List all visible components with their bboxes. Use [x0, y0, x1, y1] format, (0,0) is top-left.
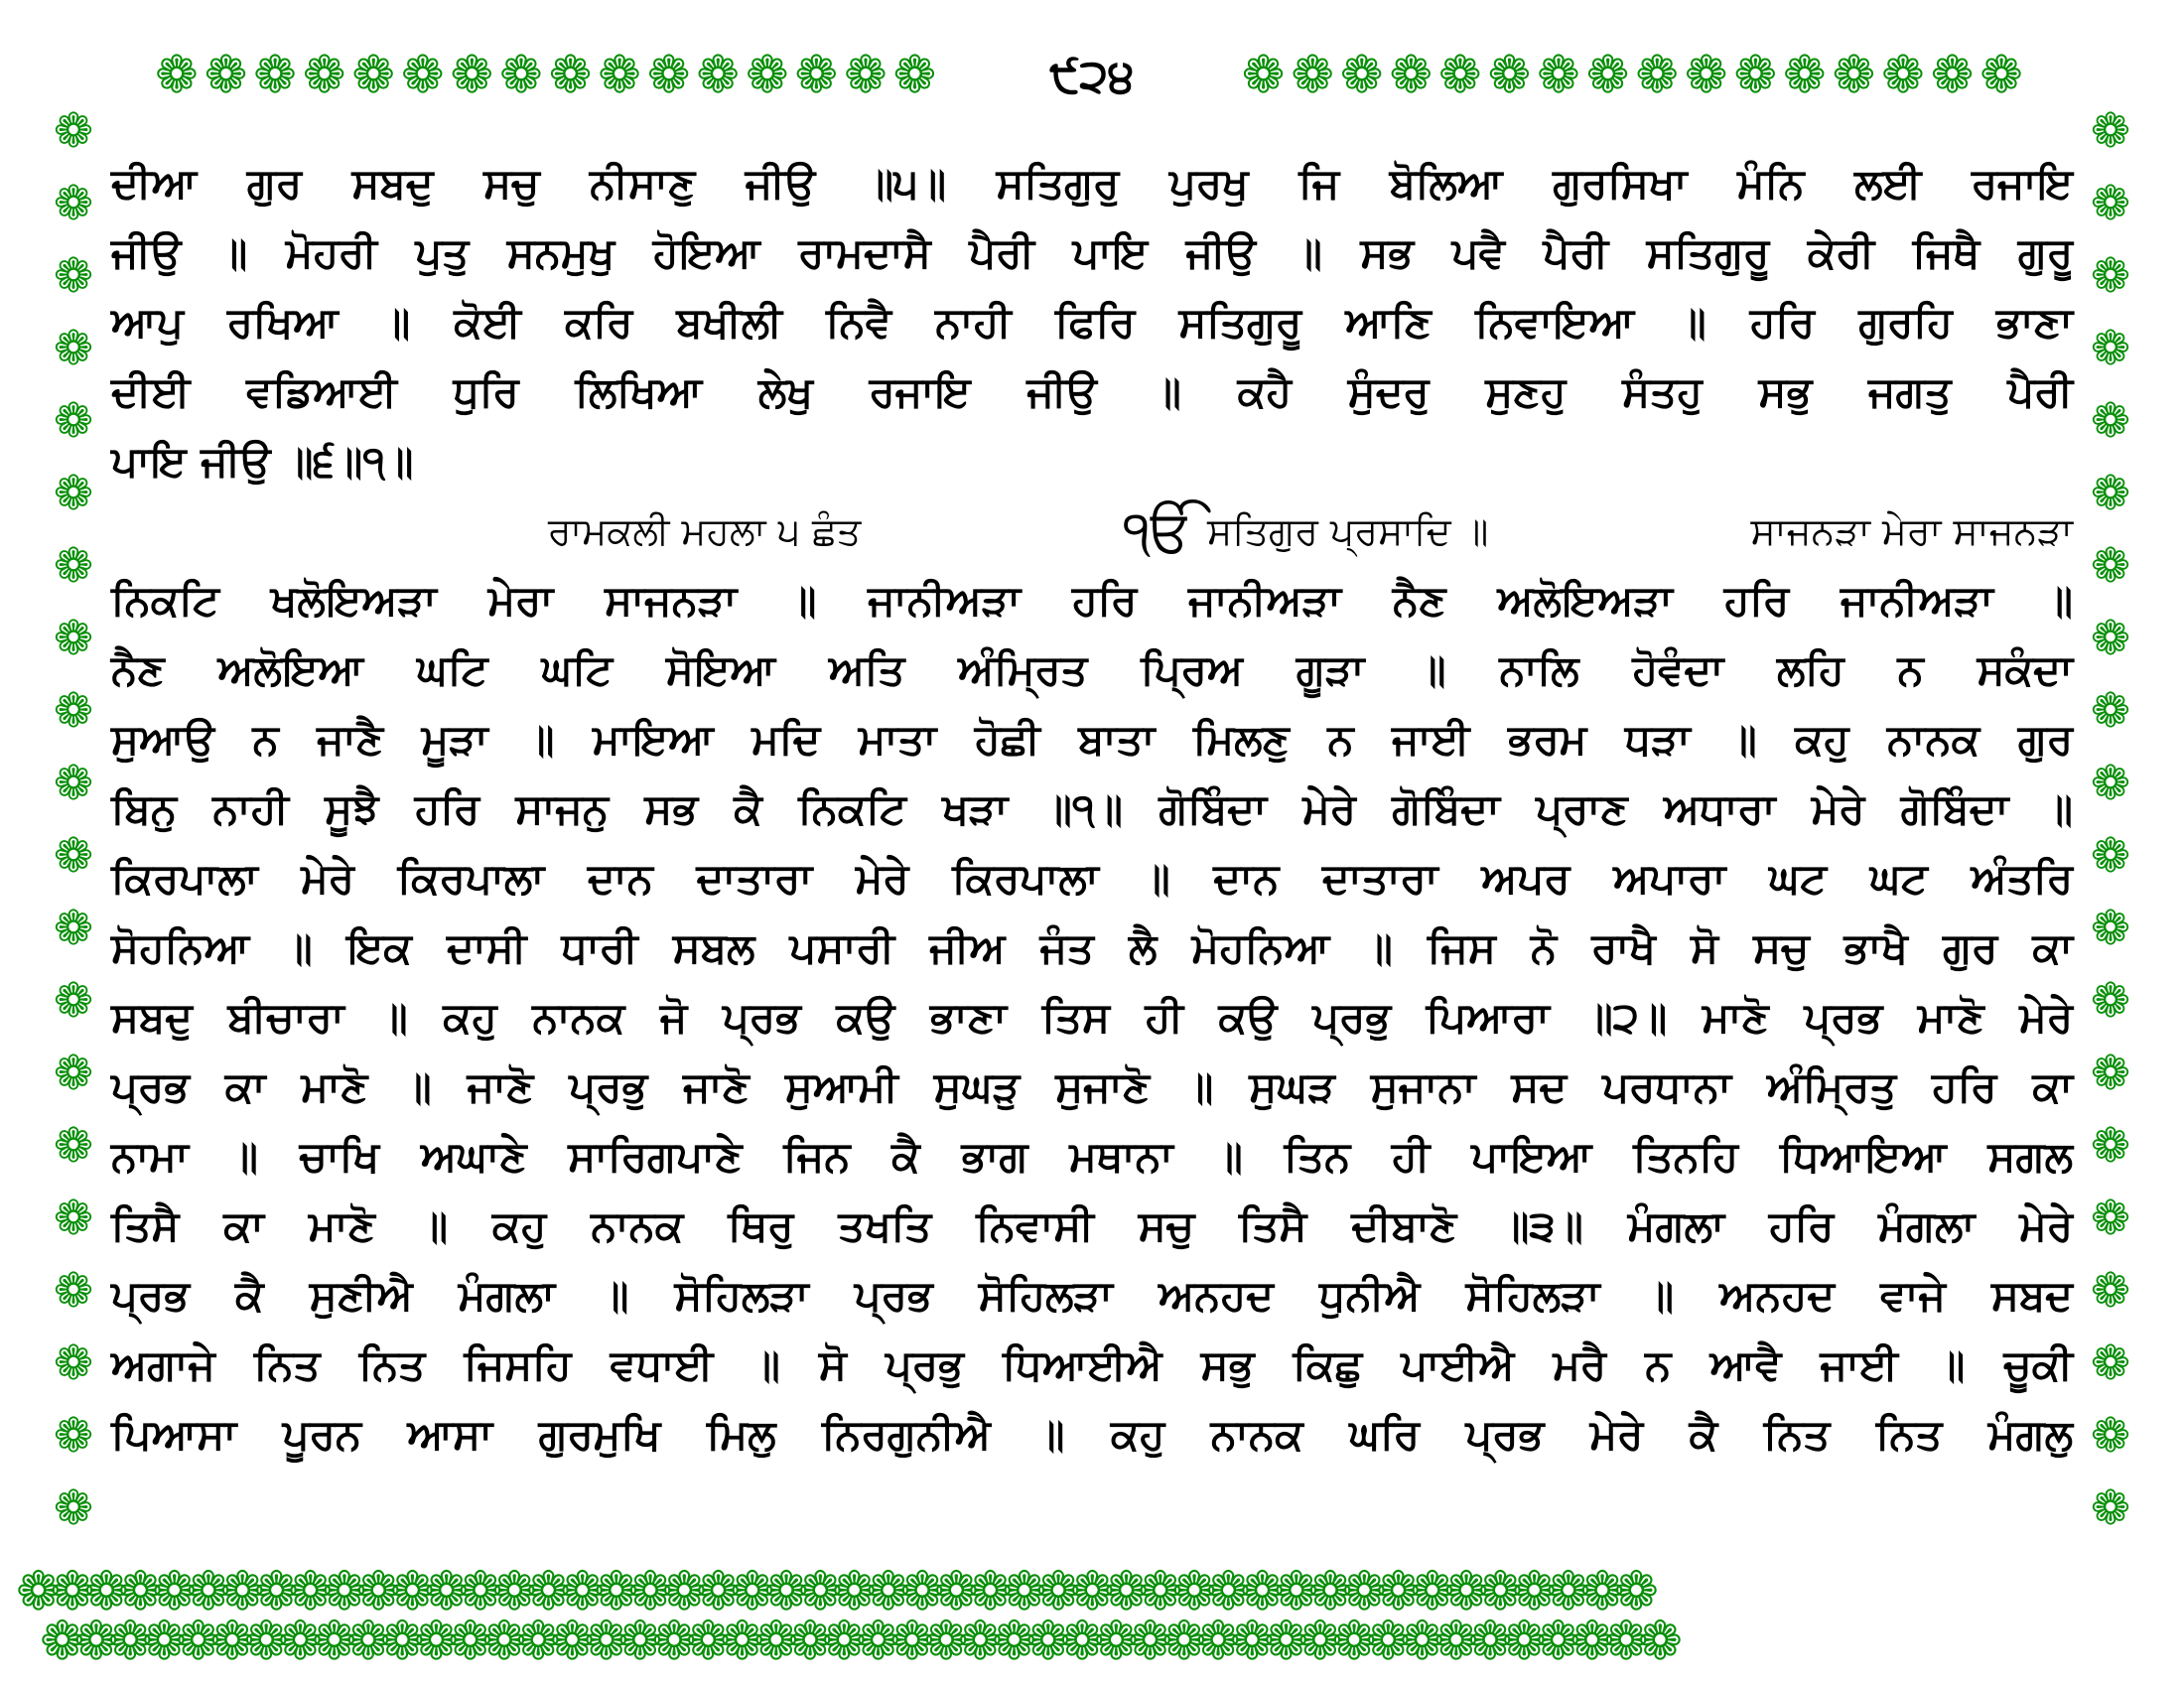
border-bottom — [16, 1563, 2168, 1680]
text-line: ਪ੍ਰਭ ਕੈ ਸੁਣੀਐ ਮੰਗਲਾ ॥ ਸੋਹਿਲੜਾ ਪ੍ਰਭ ਸੋਹਿਲੜਾ ਅਨਹਦ ਧੁਨੀਐ ਸੋਹਿਲੜਾ ॥ ਅਨਹਦ ਵਾਜੇ ਸਬਦ — [111, 1271, 2073, 1320]
shabad-heading — [111, 496, 2073, 566]
ik-onkar-icon: ੴ — [1123, 497, 1194, 565]
text-line: ਕਿਰਪਾਲਾ ਮੇਰੇ ਕਿਰਪਾਲਾ ਦਾਨ ਦਾਤਾਰਾ ਮੇਰੇ ਕਿਰਪਾਲਾ ॥ ਦਾਨ ਦਾਤਾਰਾ ਅਪਰ ਅਪਾਰਾ ਘਟ ਘਟ ਅੰਤਰਿ — [111, 854, 2073, 903]
text-line: ਆਪੁ ਰਖਿਆ ॥ ਕੋਈ ਕਰਿ ਬਖੀਲੀ ਨਿਵੈ ਨਾਹੀ ਫਿਰਿ ਸਤਿਗੁਰੂ ਆਣਿ ਨਿਵਾਇਆ ॥ ਹਰਿ ਗੁਰਹਿ ਭਾਣਾ — [111, 298, 2073, 347]
border-top — [89, 34, 2095, 117]
text-line: ਜੀਉ ॥ ਮੋਹਰੀ ਪੁਤੁ ਸਨਮੁਖੁ ਹੋਇਆ ਰਾਮਦਾਸੈ ਪੈਰੀ ਪਾਇ ਜੀਉ ॥ ਸਭ ਪਵੈ ਪੈਰੀ ਸਤਿਗੁਰੂ ਕੇਰੀ ਜਿਥੈ ਗੁਰੂ — [111, 228, 2073, 277]
text-line: ਨਿਕਟਿ ਖਲੋਇਅੜਾ ਮੇਰਾ ਸਾਜਨੜਾ ॥ ਜਾਨੀਅੜਾ ਹਰਿ ਜਾਨੀਅੜਾ ਨੈਣ ਅਲੋਇਅੜਾ ਹਰਿ ਜਾਨੀਅੜਾ ॥ — [111, 576, 2073, 625]
text-line: ਪਾਇ ਜੀਉ ॥੬॥੧॥ — [111, 437, 414, 486]
flower-border-icon: ❁❁❁❁❁❁❁❁❁❁❁❁❁❁❁❁❁❁❁❁❁❁❁❁❁❁❁❁❁❁❁❁❁❁❁❁❁❁❁❁❁❁❁❁❁❁❁❁ — [40, 1610, 1672, 1672]
text-line: ਨਾਮਾ ॥ ਚਾਖਿ ਅਘਾਣੇ ਸਾਰਿਗਪਾਣੇ ਜਿਨ ਕੈ ਭਾਗ ਮਥਾਨਾ ॥ ਤਿਨ ਹੀ ਪਾਇਆ ਤਿਨਹਿ ਧਿਆਇਆ ਸਗਲ — [111, 1132, 2073, 1181]
invocation-text: ਸਤਿਗੁਰ ਪ੍ਰਸਾਦਿ ॥ — [1207, 508, 1489, 553]
page-number: ੯੨੪ — [1049, 49, 1135, 102]
opening-verse: ਸਾਜਨੜਾ ਮੇਰਾ ਸਾਜਨੜਾ — [1750, 508, 2073, 553]
text-line: ਦੀਆ ਗੁਰ ਸਬਦੁ ਸਚੁ ਨੀਸਾਣੁ ਜੀਉ ॥੫॥ ਸਤਿਗੁਰੁ ਪੁਰਖੁ ਜਿ ਬੋਲਿਆ ਗੁਰਸਿਖਾ ਮੰਨਿ ਲਈ ਰਜਾਇ — [111, 159, 2073, 208]
text-line: ਤਿਸੈ ਕਾ ਮਾਣੋ ॥ ਕਹੁ ਨਾਨਕ ਥਿਰੁ ਤਖਤਿ ਨਿਵਾਸੀ ਸਚੁ ਤਿਸੈ ਦੀਬਾਣੋ ॥੩॥ ਮੰਗਲਾ ਹਰਿ ਮੰਗਲਾ ਮੇਰੇ — [111, 1201, 2073, 1250]
flower-border-icon: ❁❁❁❁❁❁❁❁❁❁❁❁❁❁❁❁❁❁❁❁❁❁❁❁❁❁❁❁❁❁❁❁❁❁❁❁❁❁❁❁❁❁❁❁❁❁❁❁ — [16, 1563, 1648, 1622]
text-line: ਅਗਾਜੇ ਨਿਤ ਨਿਤ ਜਿਸਹਿ ਵਧਾਈ ॥ ਸੋ ਪ੍ਰਭੁ ਧਿਆਈਐ ਸਭੁ ਕਿਛੁ ਪਾਈਐ ਮਰੈ ਨ ਆਵੈ ਜਾਈ ॥ ਚੂਕੀ — [111, 1340, 2073, 1389]
border-left: ❁❁❁❁❁❁❁❁❁❁❁❁❁❁❁❁❁❁❁❁ — [53, 103, 94, 1536]
flower-border-icon: ❁❁❁❁❁❁❁❁❁❁❁❁❁❁❁❁ — [1241, 50, 2029, 101]
flower-border-icon: ❁❁❁❁❁❁❁❁❁❁❁❁❁❁❁❁ — [155, 50, 943, 101]
text-line: ਸਬਦੁ ਬੀਚਾਰਾ ॥ ਕਹੁ ਨਾਨਕ ਜੋ ਪ੍ਰਭ ਕਉ ਭਾਣਾ ਤਿਸ ਹੀ ਕਉ ਪ੍ਰਭੁ ਪਿਆਰਾ ॥੨॥ ਮਾਣੋ ਪ੍ਰਭ ਮਾਣੋ ਮੇਰੇ — [111, 993, 2073, 1042]
text-line: ਸੁਆਉ ਨ ਜਾਣੈ ਮੂੜਾ ॥ ਮਾਇਆ ਮਦਿ ਮਾਤਾ ਹੋਛੀ ਬਾਤਾ ਮਿਲਣੁ ਨ ਜਾਈ ਭਰਮ ਧੜਾ ॥ ਕਹੁ ਨਾਨਕ ਗੁਰ — [111, 715, 2073, 764]
text-line: ਸੋਹਨਿਆ ॥ ਇਕ ਦਾਸੀ ਧਾਰੀ ਸਬਲ ਪਸਾਰੀ ਜੀਅ ਜੰਤ ਲੈ ਮੋਹਨਿਆ ॥ ਜਿਸ ਨੋ ਰਾਖੈ ਸੋ ਸਚੁ ਭਾਖੈ ਗੁਰ ਕਾ — [111, 923, 2073, 972]
mool-mantar-invocation — [1123, 497, 1489, 565]
text-line: ਦੀਈ ਵਡਿਆਈ ਧੁਰਿ ਲਿਖਿਆ ਲੇਖੁ ਰਜਾਇ ਜੀਉ ॥ ਕਹੈ ਸੁੰਦਰੁ ਸੁਣਹੁ ਸੰਤਹੁ ਸਭੁ ਜਗਤੁ ਪੈਰੀ — [111, 367, 2073, 416]
text-line: ਬਿਨੁ ਨਾਹੀ ਸੂਝੈ ਹਰਿ ਸਾਜਨੁ ਸਭ ਕੈ ਨਿਕਟਿ ਖੜਾ ॥੧॥ ਗੋਬਿੰਦਾ ਮੇਰੇ ਗੋਬਿੰਦਾ ਪ੍ਰਾਣ ਅਧਾਰਾ ਮੇਰੇ ਗੋਬਿੰਦਾ ॥ — [111, 784, 2073, 833]
scripture-text — [111, 149, 2073, 1470]
raag-title: ਰਾਮਕਲੀ ਮਹਲਾ ੫ ਛੰਤ — [548, 508, 862, 553]
text-line: ਪ੍ਰਭ ਕਾ ਮਾਣੋ ॥ ਜਾਣੋ ਪ੍ਰਭੁ ਜਾਣੋ ਸੁਆਮੀ ਸੁਘੜੁ ਸੁਜਾਣੋ ॥ ਸੁਘੜ ਸੁਜਾਨਾ ਸਦ ਪਰਧਾਨਾ ਅੰਮ੍ਰਿਤੁ ਹਰਿ ਕਾ — [111, 1062, 2073, 1111]
text-line: ਪਿਆਸਾ ਪੂਰਨ ਆਸਾ ਗੁਰਮੁਖਿ ਮਿਲੁ ਨਿਰਗੁਨੀਐ ॥ ਕਹੁ ਨਾਨਕ ਘਰਿ ਪ੍ਰਭ ਮੇਰੇ ਕੈ ਨਿਤ ਨਿਤ ਮੰਗਲੁ — [111, 1410, 2073, 1459]
border-right: ❁❁❁❁❁❁❁❁❁❁❁❁❁❁❁❁❁❁❁❁ — [2090, 103, 2131, 1536]
text-line: ਨੈਣ ਅਲੋਇਆ ਘਟਿ ਘਟਿ ਸੋਇਆ ਅਤਿ ਅੰਮ੍ਰਿਤ ਪ੍ਰਿਅ ਗੂੜਾ ॥ ਨਾਲਿ ਹੋਵੰਦਾ ਲਹਿ ਨ ਸਕੰਦਾ — [111, 645, 2073, 694]
